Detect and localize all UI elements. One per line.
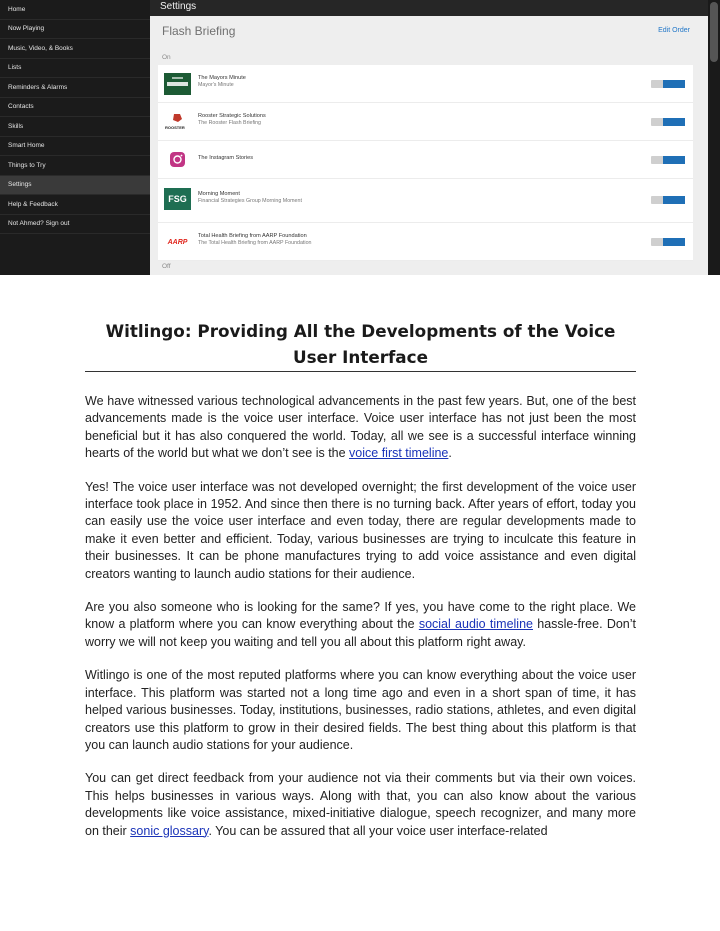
briefing-subtitle: Mayor's Minute [198, 82, 234, 88]
briefing-name: Total Health Briefing from AARP Foundation [198, 233, 307, 239]
list-item [158, 179, 693, 223]
sidebar-item-lists[interactable]: Lists [0, 59, 150, 79]
toggle-knob [663, 118, 685, 126]
briefing-toggle[interactable] [651, 196, 685, 204]
sidebar-nav [0, 0, 150, 275]
article-paragraph [85, 479, 636, 583]
instagram-logo-icon [164, 149, 191, 171]
toggle-knob [663, 156, 685, 164]
briefing-name: Morning Moment [198, 191, 240, 197]
sonic-glossary-link[interactable]: sonic glossary [130, 823, 209, 838]
briefing-subtitle: The Rooster Flash Briefing [198, 120, 262, 126]
briefing-name: The Instagram Stories [198, 155, 254, 161]
sidebar-item-help-feedback[interactable]: Help & Feedback [0, 195, 150, 215]
article [85, 318, 636, 840]
paragraph-text: We have witnessed various technological advancements in the past few years. But, one of the best advancements made is the voice user interface. Voice user interface has not just been the most beneficial but it has also conquered the world. Today, all we see is a successful interface winning hearts of the world but what we don’t see is the [85, 394, 636, 461]
panel-title: Flash Briefing [162, 24, 236, 38]
sidebar-item-contacts[interactable]: Contacts [0, 98, 150, 118]
sidebar-item-music-video-books[interactable]: Music, Video, & Books [0, 39, 150, 59]
mayors-minute-logo-icon [164, 73, 191, 95]
aarp-logo-icon [164, 231, 191, 253]
top-bar [150, 0, 708, 16]
sidebar-item-things-to-try[interactable]: Things to Try [0, 156, 150, 176]
alexa-app-screenshot [0, 0, 720, 275]
section-off-label: Off [162, 263, 171, 270]
briefing-toggle[interactable] [651, 156, 685, 164]
article-paragraph [85, 599, 636, 651]
edit-order-link[interactable]: Edit Order [658, 27, 690, 34]
toggle-knob [663, 196, 685, 204]
sidebar-item-sign-out[interactable]: Not Ahmed? Sign out [0, 215, 150, 235]
page-title: Settings [160, 1, 197, 12]
social-audio-timeline-link[interactable]: social audio timeline [418, 617, 533, 632]
sidebar-item-skills[interactable]: Skills [0, 117, 150, 137]
list-item [158, 141, 693, 179]
paragraph-text-end: hassle-free. Don’t worry we will not keep you waiting and tell you all about this platform right away. [85, 617, 637, 649]
article-paragraph [85, 393, 636, 463]
flash-briefing-panel [150, 16, 708, 275]
briefing-subtitle: The Total Health Briefing from AARP Foundation [198, 240, 312, 246]
list-item [158, 223, 693, 261]
paragraph-text: You can get direct feedback from your audience not via their comments but via their own voices. This helps businesses in various ways. Along with that, you can also know about the various developments like voice assistance, mixed-initiative dialogue, speech recognizer, and many more on their [85, 771, 636, 838]
aarp-logo-text: AARP [167, 238, 188, 246]
toggle-knob [663, 238, 685, 246]
paragraph-text: Yes! The voice user interface was not developed overnight; the first development of the voice user interface took place in 1952. And since then there is no turning back. After years of effort, today you can easily use the voice user interface and even today, there are regular developments made to make it even better and efficient. Today, various businesses are trying to inculcate this feature in their businesses. It can be phone manufactures trying to add voice assistance and even digital creators wanting to launch audio stations for their audience. [85, 479, 636, 581]
article-paragraph [85, 770, 636, 840]
sidebar-item-now-playing[interactable]: Now Playing [0, 20, 150, 40]
briefing-list [158, 65, 693, 261]
sidebar-item-home[interactable]: Home [0, 0, 150, 20]
briefing-toggle[interactable] [651, 80, 685, 88]
briefing-toggle[interactable] [651, 238, 685, 246]
list-item [158, 103, 693, 141]
rooster-logo-text: ROOSTER [165, 125, 185, 130]
paragraph-text-end: . [448, 446, 452, 461]
sidebar-item-smart-home[interactable]: Smart Home [0, 137, 150, 157]
briefing-name: The Mayors Minute [198, 75, 246, 81]
paragraph-text-end: . You can be assured that all your voice user interface-related [208, 823, 548, 838]
article-title: Witlingo: Providing All the Developments of the Voice User Interface [85, 318, 636, 372]
briefing-name: Rooster Strategic Solutions [198, 113, 266, 119]
toggle-knob [663, 80, 685, 88]
article-paragraph [85, 667, 636, 754]
scrollbar-thumb[interactable] [710, 2, 718, 62]
list-item [158, 65, 693, 103]
rooster-logo-icon [164, 111, 191, 133]
briefing-subtitle: Financial Strategies Group Morning Moment [198, 198, 302, 204]
fsg-logo-icon [164, 188, 191, 210]
section-on-label: On [162, 54, 171, 61]
paragraph-text: Are you also someone who is looking for the same? If yes, you have come to the right place. We know a platform where you can know everything about the [85, 600, 636, 632]
paragraph-text: Witlingo is one of the most reputed platforms where you can know everything about the voice user interface. This platform was started not a long time ago and even in a short span of time, it has helped various businesses. Today, institutions, businesses, radio stations, athletes, and even digital creators use this platform to grow in their desired fields. The best thing about this platform is that you can launch audio stations for your audience. [85, 668, 636, 752]
briefing-toggle[interactable] [651, 118, 685, 126]
scrollbar[interactable] [708, 0, 720, 275]
sidebar-item-settings[interactable]: Settings [0, 176, 150, 196]
sidebar-item-reminders-alarms[interactable]: Reminders & Alarms [0, 78, 150, 98]
fsg-logo-text: FSG [168, 194, 187, 204]
voice-first-timeline-link[interactable]: voice first timeline [349, 446, 449, 461]
